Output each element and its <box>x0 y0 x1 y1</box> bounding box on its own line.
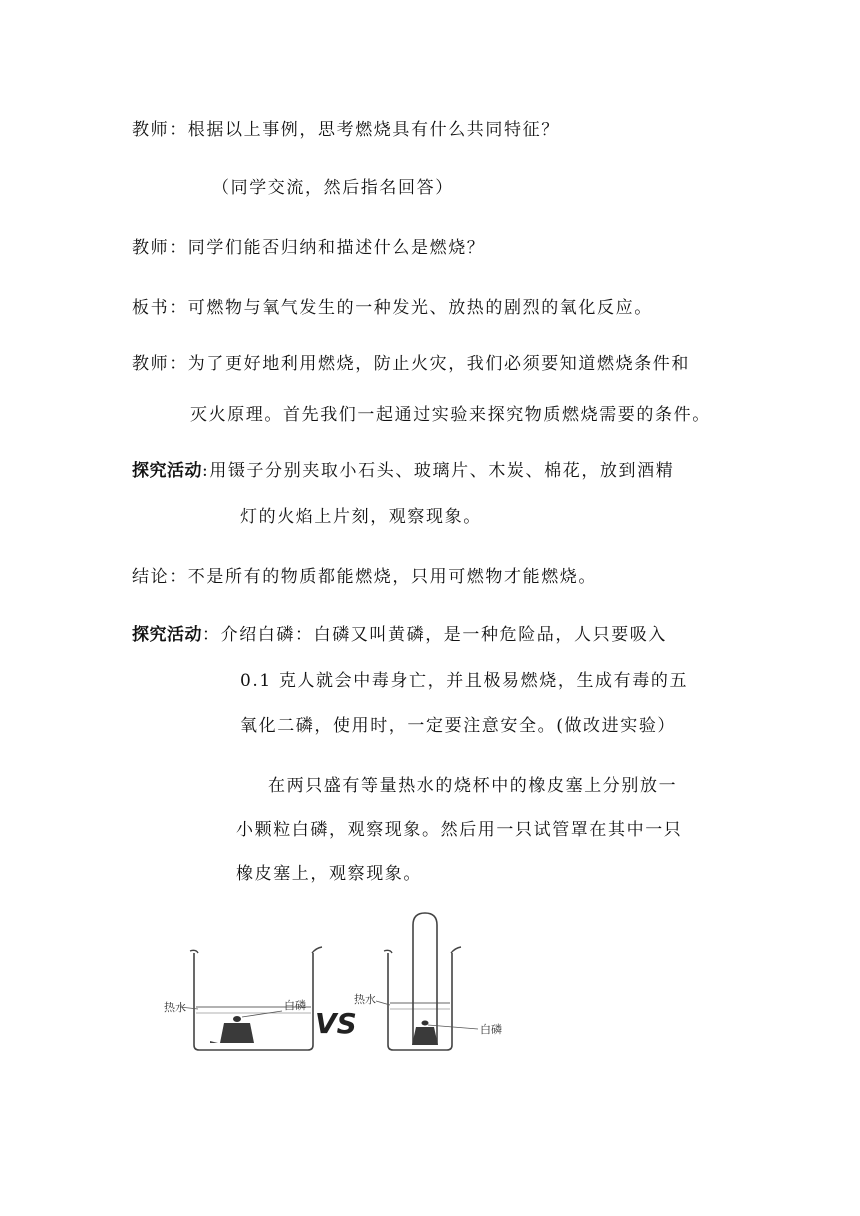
text-line-2 <box>212 176 454 200</box>
line-text: 板书：可燃物与氧气发生的一种发光、放热的剧烈的氧化反应。 <box>132 298 653 318</box>
line-text: ：介绍白磷：白磷又叫黄磷，是一种危险品，人只要吸入 <box>202 625 667 645</box>
activity-label: 探究活动 <box>132 625 202 645</box>
text-line-7 <box>132 459 674 483</box>
text-line-8 <box>240 505 482 529</box>
line-text: 橡皮塞上，观察现象。 <box>236 864 422 884</box>
activity-label: 探究活动 <box>132 461 202 481</box>
vs-label: VS <box>315 1007 357 1040</box>
text-line-5 <box>132 352 690 376</box>
text-line-11 <box>240 669 688 693</box>
right-beaker <box>376 913 478 1050</box>
line-text: 教师：为了更好地利用燃烧，防止火灾，我们必须要知道燃烧条件和 <box>132 354 690 374</box>
line-text: 教师：同学们能否归纳和描述什么是燃烧？ <box>132 238 486 258</box>
line-text: :用镊子分别夹取小石头、玻璃片、木炭、棉花，放到酒精 <box>202 461 675 481</box>
line-text: 教师：根据以上事例，思考燃烧具有什么共同特征？ <box>132 120 560 140</box>
text-line-9 <box>132 565 597 589</box>
text-line-15 <box>236 862 422 886</box>
line-text: 灭火原理。首先我们一起通过实验来探究物质燃烧需要的条件。 <box>190 405 711 425</box>
text-line-4 <box>132 296 653 320</box>
left-phosphorus-label: 白磷 <box>284 999 306 1012</box>
left-water-label: 热水 <box>164 1001 186 1014</box>
line-text: 结论：不是所有的物质都能燃烧，只用可燃物才能燃烧。 <box>132 567 597 587</box>
phosphorus-icon <box>233 1016 241 1022</box>
right-phosphorus-label: 白磷 <box>480 1023 502 1036</box>
line-text: 灯的火焰上片刻，观察现象。 <box>240 507 482 527</box>
text-line-6 <box>190 403 711 427</box>
line-text: 0.1 克人就会中毒身亡，并且极易燃烧，生成有毒的五 <box>240 671 689 691</box>
text-line-1 <box>132 118 560 142</box>
text-line-3 <box>132 236 485 260</box>
text-line-14 <box>236 818 682 842</box>
text-line-10 <box>132 623 667 647</box>
experiment-figure <box>150 905 550 1065</box>
text-line-12 <box>240 714 676 738</box>
line-text: 氧化二磷，使用时，一定要注意安全。(做改进实验） <box>240 716 677 736</box>
line-text: 在两只盛有等量热水的烧杯中的橡皮塞上分别放一 <box>268 776 678 796</box>
text-line-13 <box>268 774 677 798</box>
line-text: （同学交流，然后指名回答） <box>212 178 454 198</box>
phosphorus-icon <box>422 1021 429 1026</box>
right-water-label: 热水 <box>354 993 376 1006</box>
line-text: 小颗粒白磷，观察现象。然后用一只试管罩在其中一只 <box>236 820 683 840</box>
